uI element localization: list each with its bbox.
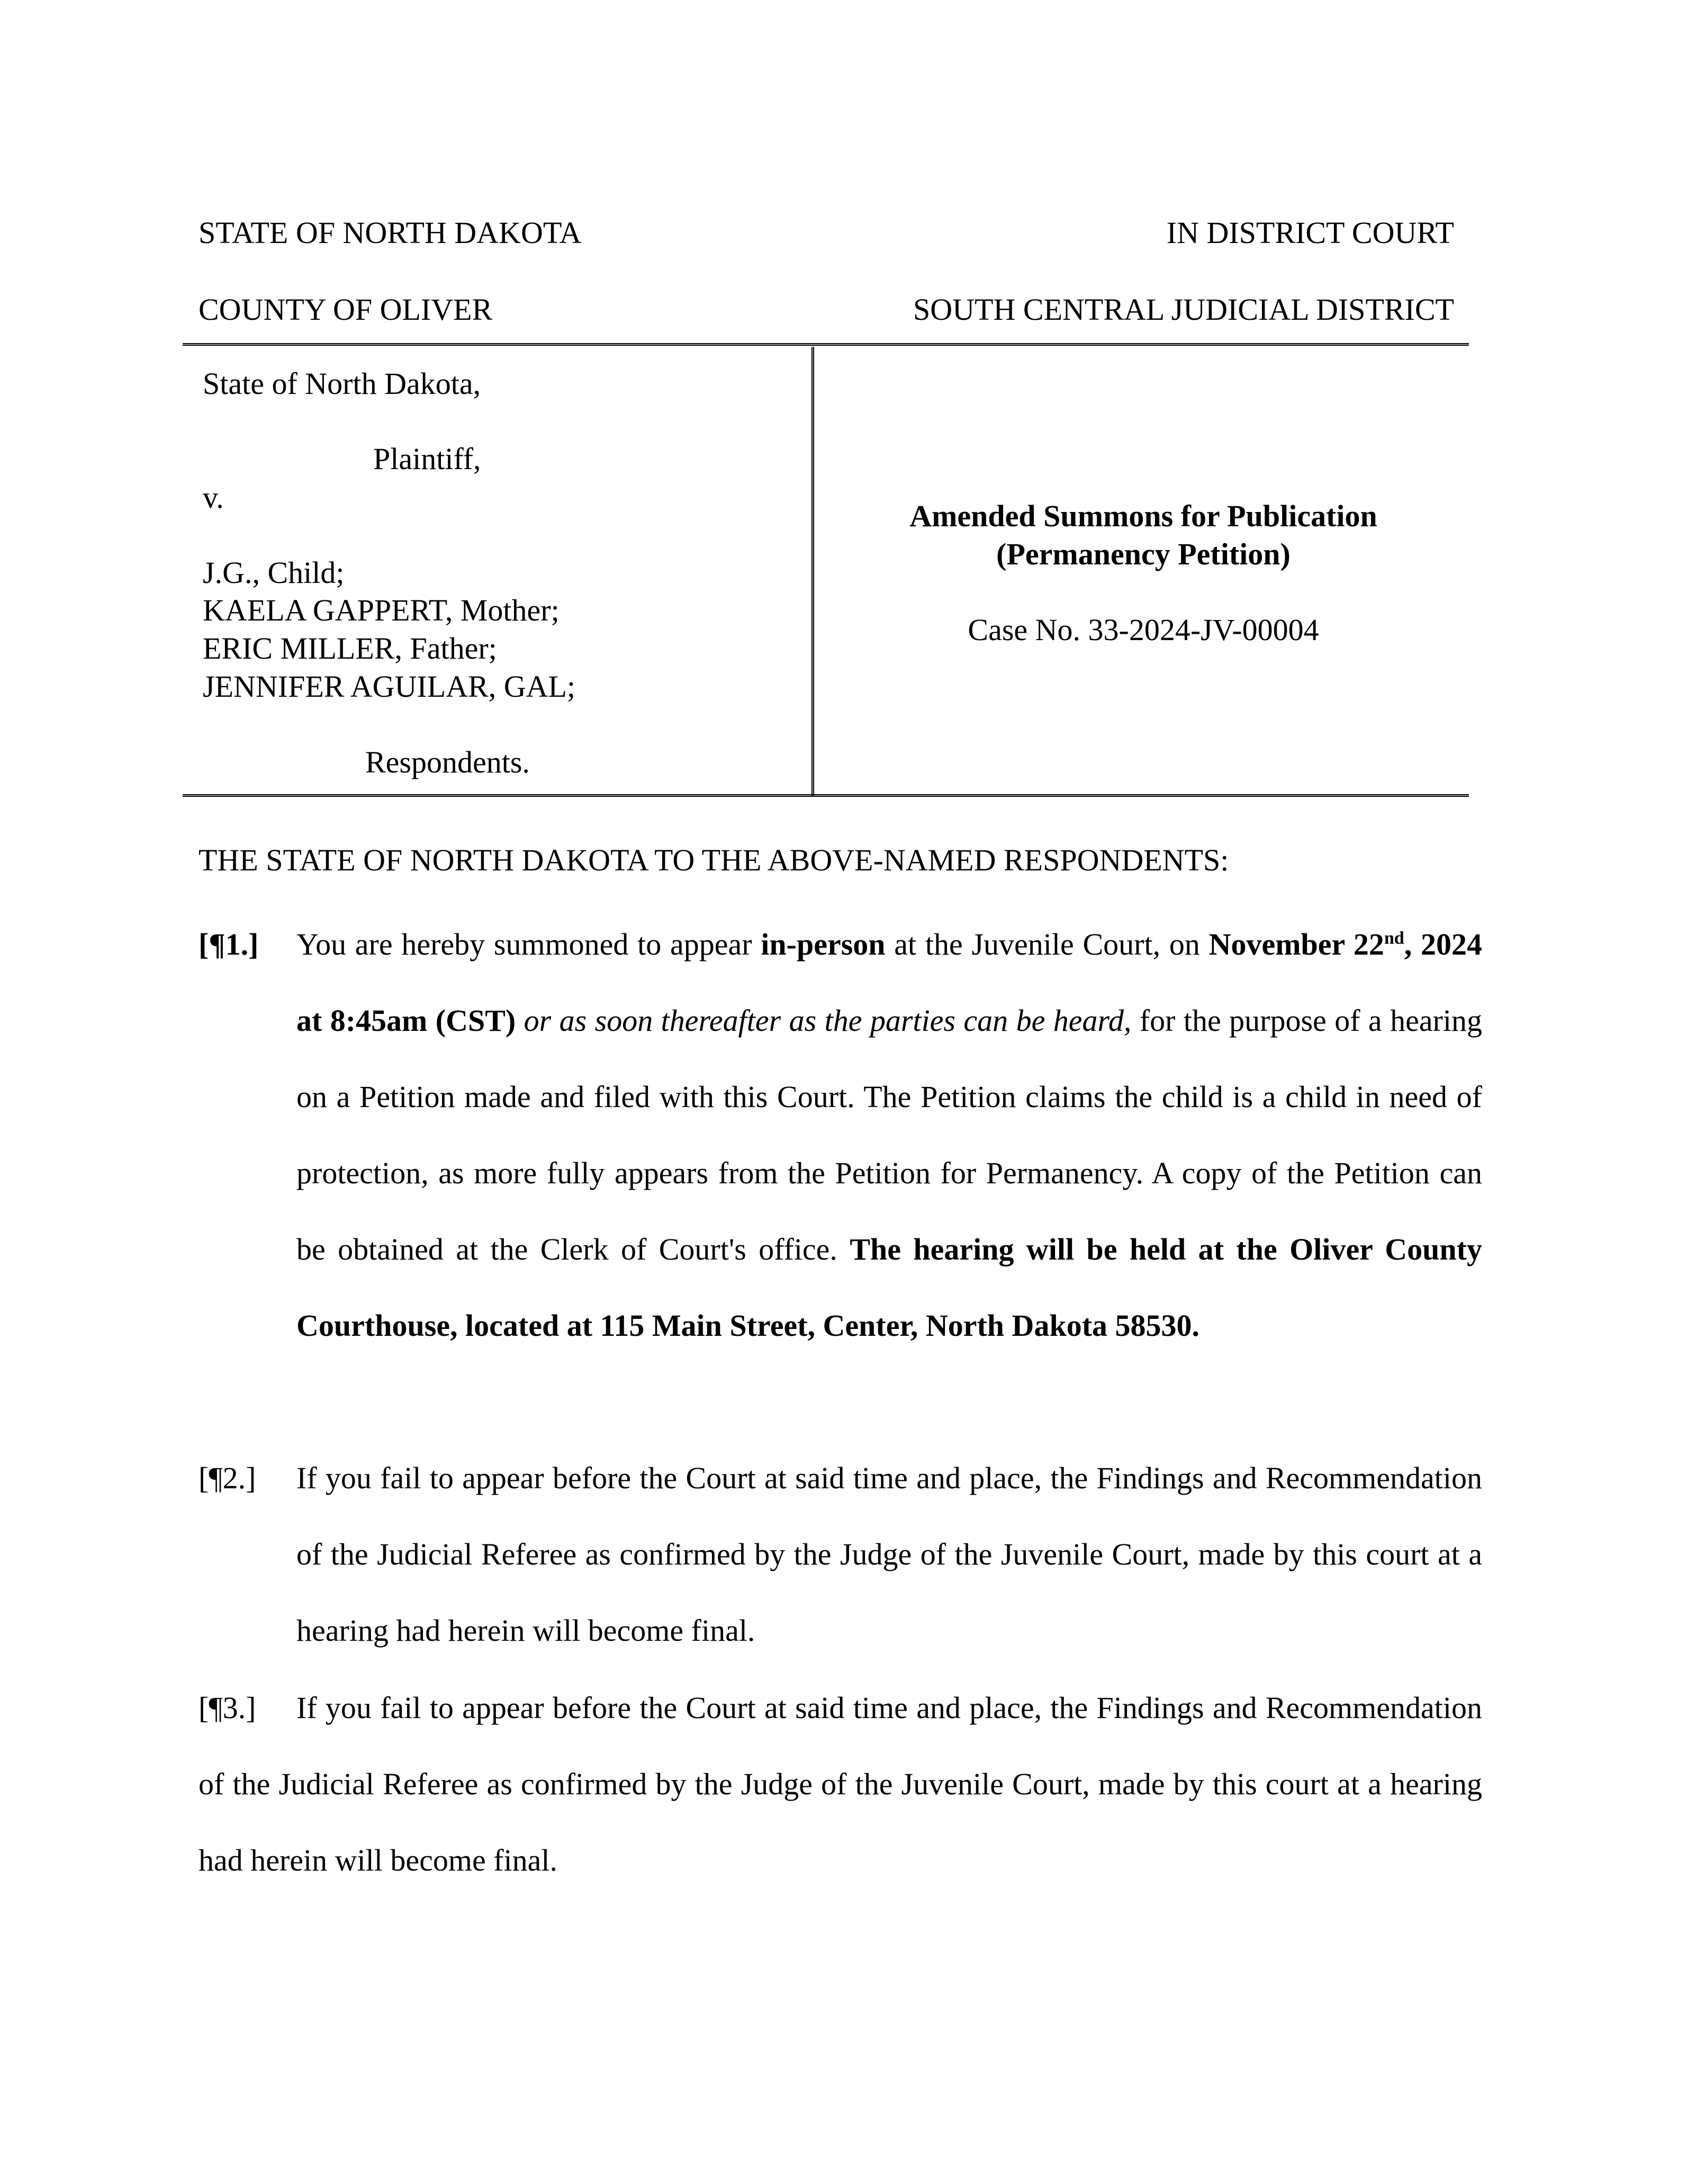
p1-italic-clause: or as soon thereafter as the parties can be heard, (516, 1003, 1132, 1038)
p1-location: The hearing will be held at the Oliver County Courthouse, located at 115 Main Street, Center, North Dakota 58530. (296, 1232, 1482, 1343)
paragraph-1 (296, 906, 1482, 1364)
p1-date: November 22 (1208, 927, 1384, 961)
caption-bottom-rule (183, 794, 1469, 799)
caption-top-rule (183, 343, 1469, 348)
p1-text-c: for the purpose of a hearing on a Petition made and filed with this Court. The Petition claims the child is a child in need of protection, as more fully appears from the Petition for Permanency. A copy of the Petition can be obtained at the Clerk of Court's office. (296, 1003, 1483, 1266)
caption-divider (811, 347, 816, 797)
document-subtitle: (Permanency Petition) (996, 537, 1291, 571)
versus: v. (203, 480, 224, 515)
district-heading: SOUTH CENTRAL JUDICIAL DISTRICT (913, 292, 1454, 327)
p1-date-suffix: nd (1384, 928, 1404, 948)
paragraph-1-number: [¶1.] (199, 927, 259, 961)
county-heading: COUNTY OF OLIVER (199, 292, 493, 327)
respondent-mother: KAELA GAPPERT, Mother; (203, 593, 560, 627)
respondents-role: Respondents. (365, 745, 530, 779)
respondent-father: ERIC MILLER, Father; (203, 631, 497, 666)
court-heading: IN DISTRICT COURT (1166, 215, 1454, 250)
p1-in-person: in-person (761, 927, 886, 961)
respondent-child: J.G., Child; (203, 555, 345, 590)
p1-text-b: at the Juvenile Court, on (885, 927, 1209, 961)
respondent-gal: JENNIFER AGUILAR, GAL; (203, 669, 576, 704)
salutation: THE STATE OF NORTH DAKOTA TO THE ABOVE-NAMED RESPONDENTS: (199, 843, 1229, 877)
paragraph-3-number: [¶3.] (199, 1691, 256, 1725)
paragraph-3: If you fail to appear before the Court at said time and place, the Findings and Recommendation of the Judicial Referee as confirmed by the Judge of the Juvenile Court, made by this court at a hearing had herein will become final. (199, 1691, 1482, 1877)
p1-text-a: You are hereby summoned to appear (296, 927, 761, 961)
plaintiff-role: Plaintiff, (373, 442, 481, 476)
paragraph-2: If you fail to appear before the Court at said time and place, the Findings and Recommendation of the Judicial Referee as confirmed by the Judge of the Juvenile Court, made by this court at a hearing had herein will become final. (296, 1461, 1482, 1648)
plaintiff-name: State of North Dakota, (203, 366, 481, 401)
document-title: Amended Summons for Publication (909, 499, 1377, 533)
state-heading: STATE OF NORTH DAKOTA (199, 215, 582, 250)
case-number: Case No. 33-2024-JV-00004 (968, 613, 1319, 647)
paragraph-2-number: [¶2.] (199, 1461, 256, 1495)
p1-year-time: , 2024 at 8:45am (CST) (296, 927, 1482, 1038)
